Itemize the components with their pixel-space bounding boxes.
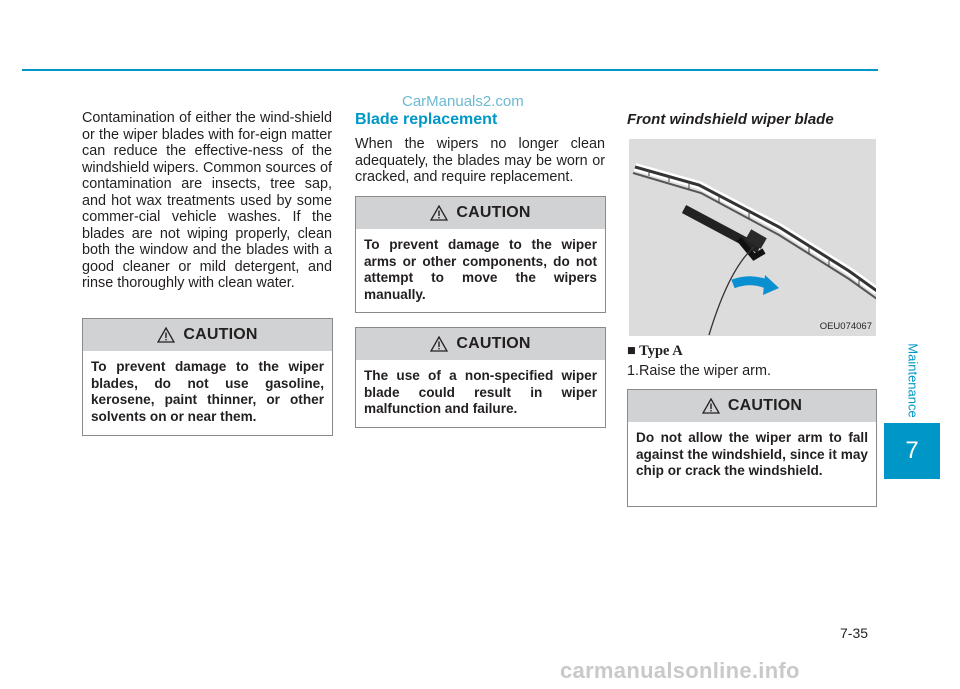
caution-text: To prevent damage to the wiper arms or other components, do not attempt to move the wipers manually. xyxy=(364,237,597,302)
blade-replacement-heading: Blade replacement xyxy=(355,111,498,128)
figure-code: OEU074067 xyxy=(819,321,872,332)
section-tab xyxy=(895,340,931,420)
caution-box-1 xyxy=(82,318,333,436)
front-wiper-heading: Front windshield wiper blade xyxy=(627,111,834,128)
watermark-bottom[interactable]: carmanualsonline.info xyxy=(560,658,800,683)
watermark-top[interactable]: CarManuals2.com xyxy=(402,93,524,110)
caution-box-2 xyxy=(355,196,606,313)
warning-triangle-icon xyxy=(430,336,448,352)
caution-header xyxy=(356,197,605,229)
caution-header xyxy=(83,319,332,351)
blade-replacement-paragraph: When the wipers no longer clean adequately, the blades may be worn or cracked, and require replacement. xyxy=(355,136,605,185)
caution-text: Do not allow the wiper arm to fall against the windshield, since it may chip or crack the windshield. xyxy=(636,430,868,478)
caution-text: The use of a non-specified wiper blade could result in wiper malfunction and failure. xyxy=(364,368,597,416)
chapter-number-box: 7 xyxy=(884,423,940,479)
warning-triangle-icon xyxy=(702,398,720,414)
caution-title: CAUTION xyxy=(183,326,258,343)
caution-box-3 xyxy=(355,327,606,428)
column-1 xyxy=(82,110,332,292)
caution-title: CAUTION xyxy=(456,335,531,352)
warning-triangle-icon xyxy=(430,205,448,221)
warning-triangle-icon xyxy=(157,327,175,343)
section-label: Maintenance xyxy=(905,342,921,418)
wiper-blade-figure xyxy=(629,139,876,336)
column-3 xyxy=(627,110,877,130)
caution-box-4 xyxy=(627,389,877,507)
intro-paragraph: Contamination of either the wind-shield or the wiper blades with for-eign matter can reduce the effective-ness of the windshield wipers. Common sources of contamination are insects, tree sap, and hot wax treatments used by some commer-cial vehicle washes. If the blades are not wiping properly, clean both the window and the blades with a good cleaner or mild detergent, and rinse thoroughly with clean water. xyxy=(82,110,332,291)
caution-header xyxy=(628,390,876,422)
page-number: 7-35 xyxy=(840,625,869,641)
wiper-illustration xyxy=(629,139,876,336)
caution-header xyxy=(356,328,605,360)
caution-text: To prevent damage to the wiper blades, do not use gasoline, kerosene, paint thinner, or other solvents on or near them. xyxy=(91,359,324,424)
top-rule xyxy=(22,69,878,71)
column-2 xyxy=(355,110,605,186)
caution-title: CAUTION xyxy=(456,204,531,221)
type-label: ■ Type A xyxy=(627,343,683,359)
step-1: 1.Raise the wiper arm. xyxy=(627,363,771,379)
caution-title: CAUTION xyxy=(727,397,803,414)
